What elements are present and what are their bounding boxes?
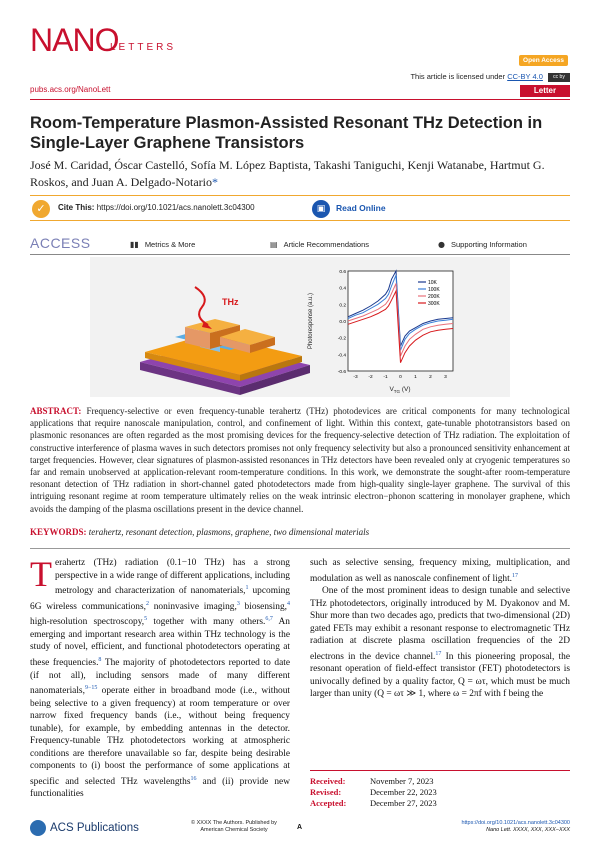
x-tick-label: 1 <box>414 375 417 380</box>
keywords-text: terahertz, resonant detection, plasmons, graphene, two dimensional materials <box>88 527 370 537</box>
drop-cap: T <box>30 554 52 594</box>
supporting-info-link[interactable] <box>438 240 527 249</box>
ref-link[interactable]: 17 <box>435 650 442 657</box>
y-tick-labels <box>338 269 347 375</box>
journal-url[interactable]: pubs.acs.org/NanoLett <box>30 85 111 94</box>
x-tick-label: -2 <box>368 375 373 380</box>
journal-logo[interactable] <box>30 22 230 62</box>
publication-dates <box>310 770 570 809</box>
check-icon: ✓ <box>32 200 50 218</box>
device-illustration <box>140 287 310 395</box>
logo-main: NANO <box>30 22 119 58</box>
authors-text: José M. Caridad, Óscar Castelló, Sofía M. López Baptista, Takashi Taniguchi, Kenji Watanabe, Hartmut G. Roskos, and Juan A. Delgado-Notario <box>30 158 545 189</box>
author-list <box>30 157 570 191</box>
y-tick-label: -0.6 <box>337 370 346 375</box>
received-row: Received: November 7, 2023 <box>310 776 434 786</box>
info-icon: ● <box>438 240 445 249</box>
x-tick-label: -3 <box>353 375 358 380</box>
article-type-badge: Letter <box>520 85 570 97</box>
y-tick-label: 0.4 <box>339 286 346 292</box>
legend-label: 10K <box>428 280 437 286</box>
paragraph: such as selective sensing, frequency mixing, multiplication, and modulation as well as nanoscale confinement of light.$^{17}$ <box>310 558 570 584</box>
accepted-row: Accepted: December 27, 2023 <box>310 798 437 808</box>
article-icon: ▤ <box>270 240 278 249</box>
legend-label: 200K <box>428 294 440 300</box>
chart-ylabel: Photoresponse (a.u.) <box>308 292 314 350</box>
page-number: A <box>297 824 303 831</box>
ref-link[interactable]: 4 <box>287 600 290 607</box>
cite-doi-link[interactable]: https://doi.org/10.1021/acs.nanolett.3c04300 <box>96 203 255 212</box>
cite-bar <box>30 195 570 221</box>
keywords-label: KEYWORDS: <box>30 527 87 537</box>
footer-citation: Nano Lett. XXXX, XXX, XXX−XXX <box>486 827 570 833</box>
access-bar <box>30 233 570 255</box>
y-tick-label: -0.4 <box>337 353 346 359</box>
y-tick-label: 0.6 <box>339 270 346 275</box>
read-online-link[interactable]: Read Online <box>336 203 386 213</box>
section-divider <box>30 548 570 549</box>
ref-link[interactable]: 8 <box>98 656 102 663</box>
abstract-text: Frequency-selective or even frequency-tunable terahertz (THz) photodevices are critical components for many technological applications that require nanoscale manipulation, control, and confinement of light. Within this context, gate-tunable phototransistors based on plasmonic resonances are often regarded as the most promising devices for the frequency-selective detection of THz radiation. The exploitation of constructive interference of plasma waves in such detectors promises not only frequency selectivity but also a pronounced sensitivity enhancement at target frequencies. However, clear signatures of plasmon-assisted resonances in THz detectors have been revealed only at cryogenic temperatures so far and remain unobserved at application-relevant room-temperature conditions. In this work, we demonstrate the sought-after room-temperature resonant detection of THz radiation in short-channel gated photodetectors made from high-quality single-layer graphene. The survival of this intriguing resonant regime at room temperature ultimately relies on the weak intrinsic electron−phonon scattering in monolayer graphene, which avoids the damping of the plasma oscillations present in the device channel. <box>30 406 571 514</box>
footer-doi-link[interactable]: https://doi.org/10.1021/acs.nanolett.3c04300 <box>461 820 570 826</box>
x-tick-label: 0 <box>399 375 402 380</box>
copyright: © XXXX The Authors. Published by American Chemical Society <box>191 820 277 833</box>
legend-label: 300K <box>428 301 440 307</box>
open-access-badge: Open Access <box>519 55 568 66</box>
header-divider <box>30 99 570 100</box>
ref-link[interactable]: 5 <box>144 616 148 623</box>
body-column-left <box>30 554 290 801</box>
article-title: Room-Temperature Plasmon-Assisted Resonant THz Detection in Single-Layer Graphene Transistors <box>30 114 543 152</box>
thz-label: THz <box>222 297 239 307</box>
bar-chart-icon: ▮▮ <box>130 240 139 249</box>
paragraph: One of the most prominent ideas to design tunable and selective THz photodetectors, originally introduced by M. Dyakonov and M. Shur more than two decades ago, predicts that two-dimensional (2D) gated FETs may exhibit a resonant response to electromagnetic THz radiation at discrete plasma oscillation frequencies of the 2D electrons in the device channel.$^{17}$ In this pioneering proposal, the resonant operation of field-effect transistor (FET) photodetectors is univocally defined by a quality factor, Q = ωτ, which must be much larger than unity (Q = ωτ ≫ 1, where ω = 2πf with f being the <box>310 586 571 700</box>
license-link[interactable]: CC-BY 4.0 <box>507 72 543 81</box>
y-tick-label: -0.2 <box>337 336 346 342</box>
corresponding-author-star[interactable]: * <box>211 175 218 189</box>
legend-label: 100K <box>428 287 440 293</box>
y-tick-label: 0.0 <box>339 320 346 325</box>
ref-link[interactable]: 2 <box>145 600 149 607</box>
x-tick-label: 2 <box>429 375 432 380</box>
metrics-link[interactable] <box>130 240 195 249</box>
x-tick-label: -1 <box>383 375 388 380</box>
cc-by-icon: cc by <box>548 73 570 82</box>
body-column-right <box>310 557 570 701</box>
keywords <box>30 527 570 537</box>
read-online-icon: ▣ <box>312 200 330 218</box>
y-tick-label: 0.2 <box>339 303 346 309</box>
abstract <box>30 405 570 515</box>
cite-this[interactable] <box>58 203 255 212</box>
supporting-info-label: Supporting Information <box>450 240 527 249</box>
cite-label: Cite This: <box>58 203 95 212</box>
graphical-abstract-art <box>90 257 510 397</box>
chart-xlabel: $V_{TG}$ (V) <box>389 386 411 394</box>
x-tick-labels <box>353 374 447 380</box>
recommendations-link[interactable] <box>270 240 369 249</box>
acs-publications-logo[interactable]: ACS Publications <box>30 820 139 836</box>
ref-link[interactable]: 1 <box>245 585 249 591</box>
intro-paragraph: Terahertz (THz) radiation (0.1−10 THz) has a strong perspective in a wide range of different applications, including metrology and characterization of nanomaterials,$^1$ upcoming 6G wireless communications,$^2$ noninvasive imaging,$^3$ biosensing,$^4$ high-resolution spectroscopy,$^5$ together with many others.$^{6,7}$ An emerging and important research area within THz technology is the study of novel, efficient, and functional photodetectors operating at these frequencies.$^8$ The majority of photodetectors reported to date (if not all), including sensors made of many different nanomaterials,$^{9-15}$ operate either in broadband mode (i.e., without being selective to a given frequency) at room temperature or over narrow fixed frequency bands (i.e., without being frequency tunable), for example, by embedding antennas in the detector. Frequency-tunable THz photodetectors working at atmospheric conditions are therefore unavailable so far, despite being desirable components to (i) boost the performance of some applications at specific and selected THz wavelengths$^{16}$ and (ii) provide new functionalities <box>30 554 290 800</box>
access-label: ACCESS <box>30 235 91 251</box>
ref-link[interactable]: 6,7 <box>265 616 273 623</box>
ref-link[interactable]: 16 <box>190 775 197 782</box>
ref-link[interactable]: 17 <box>512 572 519 579</box>
x-tick-label: 3 <box>444 375 447 380</box>
footer-doi <box>461 820 570 834</box>
metrics-label: Metrics & More <box>144 240 196 249</box>
logo-sub: LETTERS <box>110 42 177 53</box>
recommendations-label: Article Recommendations <box>283 240 370 249</box>
photoresponse-chart <box>308 269 453 394</box>
revised-row: Revised: December 22, 2023 <box>310 787 437 797</box>
abstract-label: ABSTRACT: <box>30 406 82 416</box>
ref-link[interactable]: 9−15 <box>84 685 98 691</box>
license-line <box>410 72 570 82</box>
license-text: This article is licensed under <box>410 72 506 81</box>
globe-icon <box>30 820 46 836</box>
ref-link[interactable]: 3 <box>236 600 240 607</box>
